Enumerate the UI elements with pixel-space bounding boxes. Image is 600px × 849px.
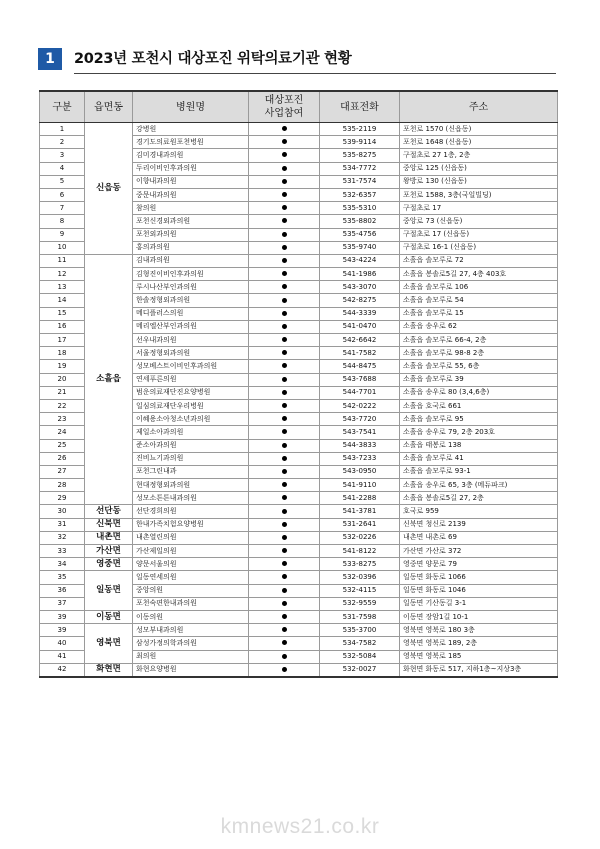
participation-dot-icon <box>282 311 287 316</box>
header-addr: 주소 <box>400 91 558 123</box>
phone-number: 535-2119 <box>320 123 400 136</box>
hospital-name: 이혜용소아청소년과의원 <box>133 413 249 426</box>
phone-number: 534-7772 <box>320 162 400 175</box>
phone-number: 541-1986 <box>320 268 400 281</box>
row-number: 32 <box>40 531 85 544</box>
participation-cell <box>249 426 320 439</box>
hospital-name: 한솔정형외과의원 <box>133 294 249 307</box>
participation-cell <box>249 149 320 162</box>
row-number: 2 <box>40 136 85 149</box>
participation-cell <box>249 518 320 531</box>
hospital-name: 범운의료재단진요양병원 <box>133 386 249 399</box>
phone-number: 532-4115 <box>320 584 400 597</box>
participation-cell <box>249 558 320 571</box>
address: 소흘읍 솔모루로 98-8 2층 <box>400 347 558 360</box>
phone-number: 531-7598 <box>320 610 400 623</box>
header-name: 병원명 <box>133 91 249 123</box>
address: 중앙로 73 (신읍동) <box>400 215 558 228</box>
participation-dot-icon <box>282 126 287 131</box>
address: 구절초로 16-1 (신읍동) <box>400 241 558 254</box>
row-number: 19 <box>40 360 85 373</box>
address: 소흘읍 봉솔로5길 27, 4층 403호 <box>400 268 558 281</box>
row-number: 39 <box>40 624 85 637</box>
address: 왕방로 130 (신읍동) <box>400 175 558 188</box>
phone-number: 531-7574 <box>320 175 400 188</box>
row-number: 42 <box>40 663 85 677</box>
row-number: 6 <box>40 188 85 201</box>
row-number: 11 <box>40 254 85 267</box>
address: 소흘읍 솔모루로 93-1 <box>400 465 558 478</box>
hospital-name: 현대정형외과의원 <box>133 479 249 492</box>
address: 소흘읍 솔모루로 15 <box>400 307 558 320</box>
row-number: 5 <box>40 175 85 188</box>
participation-dot-icon <box>282 654 287 659</box>
phone-number: 532-0027 <box>320 663 400 677</box>
participation-dot-icon <box>282 179 287 184</box>
phone-number: 535-8802 <box>320 215 400 228</box>
participation-dot-icon <box>282 403 287 408</box>
phone-number: 544-8475 <box>320 360 400 373</box>
header-participation <box>249 91 320 123</box>
participation-dot-icon <box>282 363 287 368</box>
participation-dot-icon <box>282 535 287 540</box>
hospital-name: 중앙의원 <box>133 584 249 597</box>
phone-number: 535-3700 <box>320 624 400 637</box>
phone-number: 534-7582 <box>320 637 400 650</box>
row-number: 15 <box>40 307 85 320</box>
address: 가산면 가산로 372 <box>400 545 558 558</box>
hospital-name: 선우내과의원 <box>133 334 249 347</box>
table-row <box>40 663 558 677</box>
hospital-name: 두리이비인후과의원 <box>133 162 249 175</box>
table-body <box>40 123 558 677</box>
address: 구절초로 17 (신읍동) <box>400 228 558 241</box>
address: 중앙로 125 (신읍동) <box>400 162 558 175</box>
participation-cell <box>249 175 320 188</box>
row-number: 21 <box>40 386 85 399</box>
participation-cell <box>249 360 320 373</box>
participation-dot-icon <box>282 284 287 289</box>
area-cell: 화현면 <box>85 663 133 677</box>
row-number: 26 <box>40 452 85 465</box>
row-number: 18 <box>40 347 85 360</box>
participation-dot-icon <box>282 495 287 500</box>
row-number: 27 <box>40 465 85 478</box>
participation-cell <box>249 452 320 465</box>
participation-cell <box>249 492 320 505</box>
phone-number: 543-0950 <box>320 465 400 478</box>
hospital-name: 이동의원 <box>133 610 249 623</box>
hospital-name: 김미경내과의원 <box>133 149 249 162</box>
hospital-name: 성모소튼튼내과의원 <box>133 492 249 505</box>
header-no: 구분 <box>40 91 85 123</box>
phone-number: 532-0396 <box>320 571 400 584</box>
row-number: 22 <box>40 399 85 412</box>
hospital-name: 홍의과의원 <box>133 241 249 254</box>
phone-number: 541-9110 <box>320 479 400 492</box>
hospital-name: 일심의료재단우리병원 <box>133 399 249 412</box>
row-number: 4 <box>40 162 85 175</box>
watermark: kmnews21.co.kr <box>220 815 380 838</box>
hospital-name: 루시나산부인과의원 <box>133 281 249 294</box>
address: 일동면 화동로 1066 <box>400 571 558 584</box>
table-row <box>40 624 558 637</box>
participation-dot-icon <box>282 416 287 421</box>
participation-dot-icon <box>282 509 287 514</box>
participation-dot-icon <box>282 139 287 144</box>
table-header-row <box>40 91 558 123</box>
area-cell: 일동면 <box>85 571 133 611</box>
participation-cell <box>249 123 320 136</box>
row-number: 12 <box>40 268 85 281</box>
participation-dot-icon <box>282 390 287 395</box>
phone-number: 535-5310 <box>320 202 400 215</box>
area-cell: 신북면 <box>85 518 133 531</box>
phone-number: 541-0470 <box>320 320 400 333</box>
participation-cell <box>249 584 320 597</box>
participation-cell <box>249 241 320 254</box>
row-number: 14 <box>40 294 85 307</box>
address: 소흘읍 호국로 661 <box>400 399 558 412</box>
participation-dot-icon <box>282 218 287 223</box>
row-number: 40 <box>40 637 85 650</box>
hospital-name: 진비뇨기과의원 <box>133 452 249 465</box>
phone-number: 544-7701 <box>320 386 400 399</box>
row-number: 37 <box>40 597 85 610</box>
address: 소흘읍 솔모루로 41 <box>400 452 558 465</box>
participation-dot-icon <box>282 205 287 210</box>
area-cell: 내촌면 <box>85 531 133 544</box>
participation-dot-icon <box>282 245 287 250</box>
participation-cell <box>249 294 320 307</box>
row-number: 13 <box>40 281 85 294</box>
address: 구절초로 27 1층, 2층 <box>400 149 558 162</box>
participation-dot-icon <box>282 469 287 474</box>
address: 소흘읍 태봉로 138 <box>400 439 558 452</box>
hospital-name: 김형진이비인후과의원 <box>133 268 249 281</box>
participation-dot-icon <box>282 350 287 355</box>
participation-cell <box>249 597 320 610</box>
phone-number: 531-2641 <box>320 518 400 531</box>
table-row <box>40 610 558 623</box>
row-number: 10 <box>40 241 85 254</box>
participation-cell <box>249 202 320 215</box>
row-number: 7 <box>40 202 85 215</box>
phone-number: 535-8275 <box>320 149 400 162</box>
hospital-name: 내촌열린의원 <box>133 531 249 544</box>
table-row <box>40 505 558 518</box>
address: 내촌면 내촌로 69 <box>400 531 558 544</box>
section-number-badge: 1 <box>38 48 62 70</box>
address: 호국로 959 <box>400 505 558 518</box>
phone-number: 532-0226 <box>320 531 400 544</box>
hospital-name: 포천그린내과 <box>133 465 249 478</box>
participation-cell <box>249 162 320 175</box>
address: 화현면 화동로 517, 지하1층~지상3층 <box>400 663 558 677</box>
hospital-name: 최의원 <box>133 650 249 663</box>
table-row <box>40 545 558 558</box>
participation-dot-icon <box>282 522 287 527</box>
address: 구절초로 17 <box>400 202 558 215</box>
address: 소흘읍 송우로 62 <box>400 320 558 333</box>
participation-cell <box>249 531 320 544</box>
address: 신북면 청신로 2139 <box>400 518 558 531</box>
hospital-name: 중문내과의원 <box>133 188 249 201</box>
phone-number: 542-0222 <box>320 399 400 412</box>
address: 영중면 양문로 79 <box>400 558 558 571</box>
participation-dot-icon <box>282 627 287 632</box>
table-row <box>40 571 558 584</box>
hospital-name: 김내과의원 <box>133 254 249 267</box>
address: 영북면 영북로 185 <box>400 650 558 663</box>
row-number: 41 <box>40 650 85 663</box>
phone-number: 532-9559 <box>320 597 400 610</box>
row-number: 30 <box>40 505 85 518</box>
participation-dot-icon <box>282 561 287 566</box>
row-number: 1 <box>40 123 85 136</box>
phone-number: 544-3833 <box>320 439 400 452</box>
phone-number: 532-6357 <box>320 188 400 201</box>
hospital-name: 준소아과의원 <box>133 439 249 452</box>
area-cell: 신읍동 <box>85 123 133 255</box>
phone-number: 544-3339 <box>320 307 400 320</box>
participation-dot-icon <box>282 152 287 157</box>
participation-cell <box>249 188 320 201</box>
phone-number: 543-7688 <box>320 373 400 386</box>
hospital-name: 화현요양병원 <box>133 663 249 677</box>
address: 소흘읍 솔모루로 55, 6층 <box>400 360 558 373</box>
row-number: 17 <box>40 334 85 347</box>
hospital-name: 참의원 <box>133 202 249 215</box>
address: 소흘읍 솔모루로 54 <box>400 294 558 307</box>
address: 포천로 1648 (신읍동) <box>400 136 558 149</box>
participation-dot-icon <box>282 324 287 329</box>
participation-cell <box>249 347 320 360</box>
address: 소흘읍 송우로 65, 3층 (메듀파크) <box>400 479 558 492</box>
participation-dot-icon <box>282 429 287 434</box>
row-number: 8 <box>40 215 85 228</box>
row-number: 33 <box>40 545 85 558</box>
participation-dot-icon <box>282 298 287 303</box>
hospital-name: 양문서울의원 <box>133 558 249 571</box>
address: 포천로 1570 (신읍동) <box>400 123 558 136</box>
header-participation-line2: 사업참여 <box>264 108 304 119</box>
participation-cell <box>249 637 320 650</box>
area-cell: 선단동 <box>85 505 133 518</box>
participation-cell <box>249 650 320 663</box>
title-underline <box>74 73 556 74</box>
participation-cell <box>249 663 320 677</box>
participation-dot-icon <box>282 614 287 619</box>
phone-number: 539-9114 <box>320 136 400 149</box>
address: 이동면 장암1길 10-1 <box>400 610 558 623</box>
participation-cell <box>249 268 320 281</box>
row-number: 29 <box>40 492 85 505</box>
participation-cell <box>249 545 320 558</box>
table-row <box>40 123 558 136</box>
table-row <box>40 254 558 267</box>
row-number: 25 <box>40 439 85 452</box>
row-number: 35 <box>40 571 85 584</box>
address: 소흘읍 봉솔로5길 27, 2층 <box>400 492 558 505</box>
address: 소흘읍 솔모루로 39 <box>400 373 558 386</box>
row-number: 34 <box>40 558 85 571</box>
row-number: 20 <box>40 373 85 386</box>
participation-cell <box>249 215 320 228</box>
header-tel: 대표전화 <box>320 91 400 123</box>
area-cell: 영중면 <box>85 558 133 571</box>
address: 소흘읍 솔모루로 106 <box>400 281 558 294</box>
participation-cell <box>249 136 320 149</box>
participation-cell <box>249 373 320 386</box>
participation-dot-icon <box>282 667 287 672</box>
address: 영북면 영북로 180 3층 <box>400 624 558 637</box>
hospital-name: 포천외과의원 <box>133 228 249 241</box>
hospital-name: 메리엘산부인과의원 <box>133 320 249 333</box>
phone-number: 541-2288 <box>320 492 400 505</box>
address: 소흘읍 솔모루로 72 <box>400 254 558 267</box>
address: 소흘읍 솔모루로 95 <box>400 413 558 426</box>
participation-dot-icon <box>282 574 287 579</box>
address: 소흘읍 솔모루로 66-4, 2층 <box>400 334 558 347</box>
participation-cell <box>249 281 320 294</box>
phone-number: 535-9740 <box>320 241 400 254</box>
phone-number: 543-7720 <box>320 413 400 426</box>
phone-number: 542-8275 <box>320 294 400 307</box>
hospital-name: 포천신경외과의원 <box>133 215 249 228</box>
row-number: 16 <box>40 320 85 333</box>
participation-cell <box>249 571 320 584</box>
phone-number: 541-3781 <box>320 505 400 518</box>
participation-dot-icon <box>282 456 287 461</box>
participation-dot-icon <box>282 640 287 645</box>
hospital-name: 삼성가정의학과의원 <box>133 637 249 650</box>
address: 소흘읍 송우로 80 (3,4,6층) <box>400 386 558 399</box>
area-cell: 영북면 <box>85 624 133 664</box>
table-row <box>40 531 558 544</box>
participation-cell <box>249 254 320 267</box>
phone-number: 532-5084 <box>320 650 400 663</box>
phone-number: 542-6642 <box>320 334 400 347</box>
hospital-name: 메디플러스의원 <box>133 307 249 320</box>
participation-dot-icon <box>282 166 287 171</box>
row-number: 28 <box>40 479 85 492</box>
hospital-name: 제일소아과의원 <box>133 426 249 439</box>
hospital-name: 선단경희의원 <box>133 505 249 518</box>
address: 소흘읍 송우로 79, 2층 203호 <box>400 426 558 439</box>
phone-number: 535-4756 <box>320 228 400 241</box>
participation-cell <box>249 610 320 623</box>
area-cell: 소흘읍 <box>85 254 133 505</box>
address: 일동면 기산동길 3-1 <box>400 597 558 610</box>
hospital-name: 한내가족치험요양병원 <box>133 518 249 531</box>
section-title-bar <box>38 44 556 74</box>
hospital-name: 포천숙편한내과의원 <box>133 597 249 610</box>
section-title: 2023년 포천시 대상포진 위탁의료기관 현황 <box>74 51 352 67</box>
hospital-name: 강병원 <box>133 123 249 136</box>
phone-number: 543-4224 <box>320 254 400 267</box>
address: 포천로 1588, 3층(국일빌딩) <box>400 188 558 201</box>
hospital-name: 성모베스트이비인후과의원 <box>133 360 249 373</box>
participation-dot-icon <box>282 443 287 448</box>
phone-number: 541-8122 <box>320 545 400 558</box>
hospital-name: 이향내과의원 <box>133 175 249 188</box>
table-row <box>40 558 558 571</box>
area-cell: 이동면 <box>85 610 133 623</box>
row-number: 9 <box>40 228 85 241</box>
phone-number: 541-7582 <box>320 347 400 360</box>
clinic-table <box>39 90 558 678</box>
header-area: 읍면동 <box>85 91 133 123</box>
participation-cell <box>249 624 320 637</box>
participation-cell <box>249 228 320 241</box>
hospital-name: 가산제일의원 <box>133 545 249 558</box>
participation-dot-icon <box>282 377 287 382</box>
hospital-name: 일동연세의원 <box>133 571 249 584</box>
participation-dot-icon <box>282 271 287 276</box>
hospital-name: 성모부내과의원 <box>133 624 249 637</box>
hospital-name: 경기도의료원포천병원 <box>133 136 249 149</box>
participation-cell <box>249 505 320 518</box>
table-row <box>40 518 558 531</box>
header-participation-line1: 대상포진 <box>264 95 304 106</box>
row-number: 36 <box>40 584 85 597</box>
participation-cell <box>249 399 320 412</box>
participation-dot-icon <box>282 337 287 342</box>
participation-dot-icon <box>282 482 287 487</box>
row-number: 31 <box>40 518 85 531</box>
hospital-name: 연세푸른의원 <box>133 373 249 386</box>
phone-number: 543-7541 <box>320 426 400 439</box>
row-number: 39 <box>40 610 85 623</box>
phone-number: 543-7233 <box>320 452 400 465</box>
participation-dot-icon <box>282 548 287 553</box>
participation-cell <box>249 465 320 478</box>
participation-cell <box>249 320 320 333</box>
participation-cell <box>249 439 320 452</box>
participation-cell <box>249 334 320 347</box>
participation-dot-icon <box>282 588 287 593</box>
address: 일동면 화동로 1046 <box>400 584 558 597</box>
participation-cell <box>249 413 320 426</box>
participation-cell <box>249 386 320 399</box>
participation-dot-icon <box>282 601 287 606</box>
address: 영북면 영북로 189, 2층 <box>400 637 558 650</box>
row-number: 3 <box>40 149 85 162</box>
phone-number: 533-8275 <box>320 558 400 571</box>
row-number: 24 <box>40 426 85 439</box>
row-number: 23 <box>40 413 85 426</box>
participation-cell <box>249 479 320 492</box>
participation-dot-icon <box>282 258 287 263</box>
participation-cell <box>249 307 320 320</box>
phone-number: 543-3070 <box>320 281 400 294</box>
area-cell: 가산면 <box>85 545 133 558</box>
hospital-name: 서울정형외과의원 <box>133 347 249 360</box>
participation-dot-icon <box>282 232 287 237</box>
participation-dot-icon <box>282 192 287 197</box>
